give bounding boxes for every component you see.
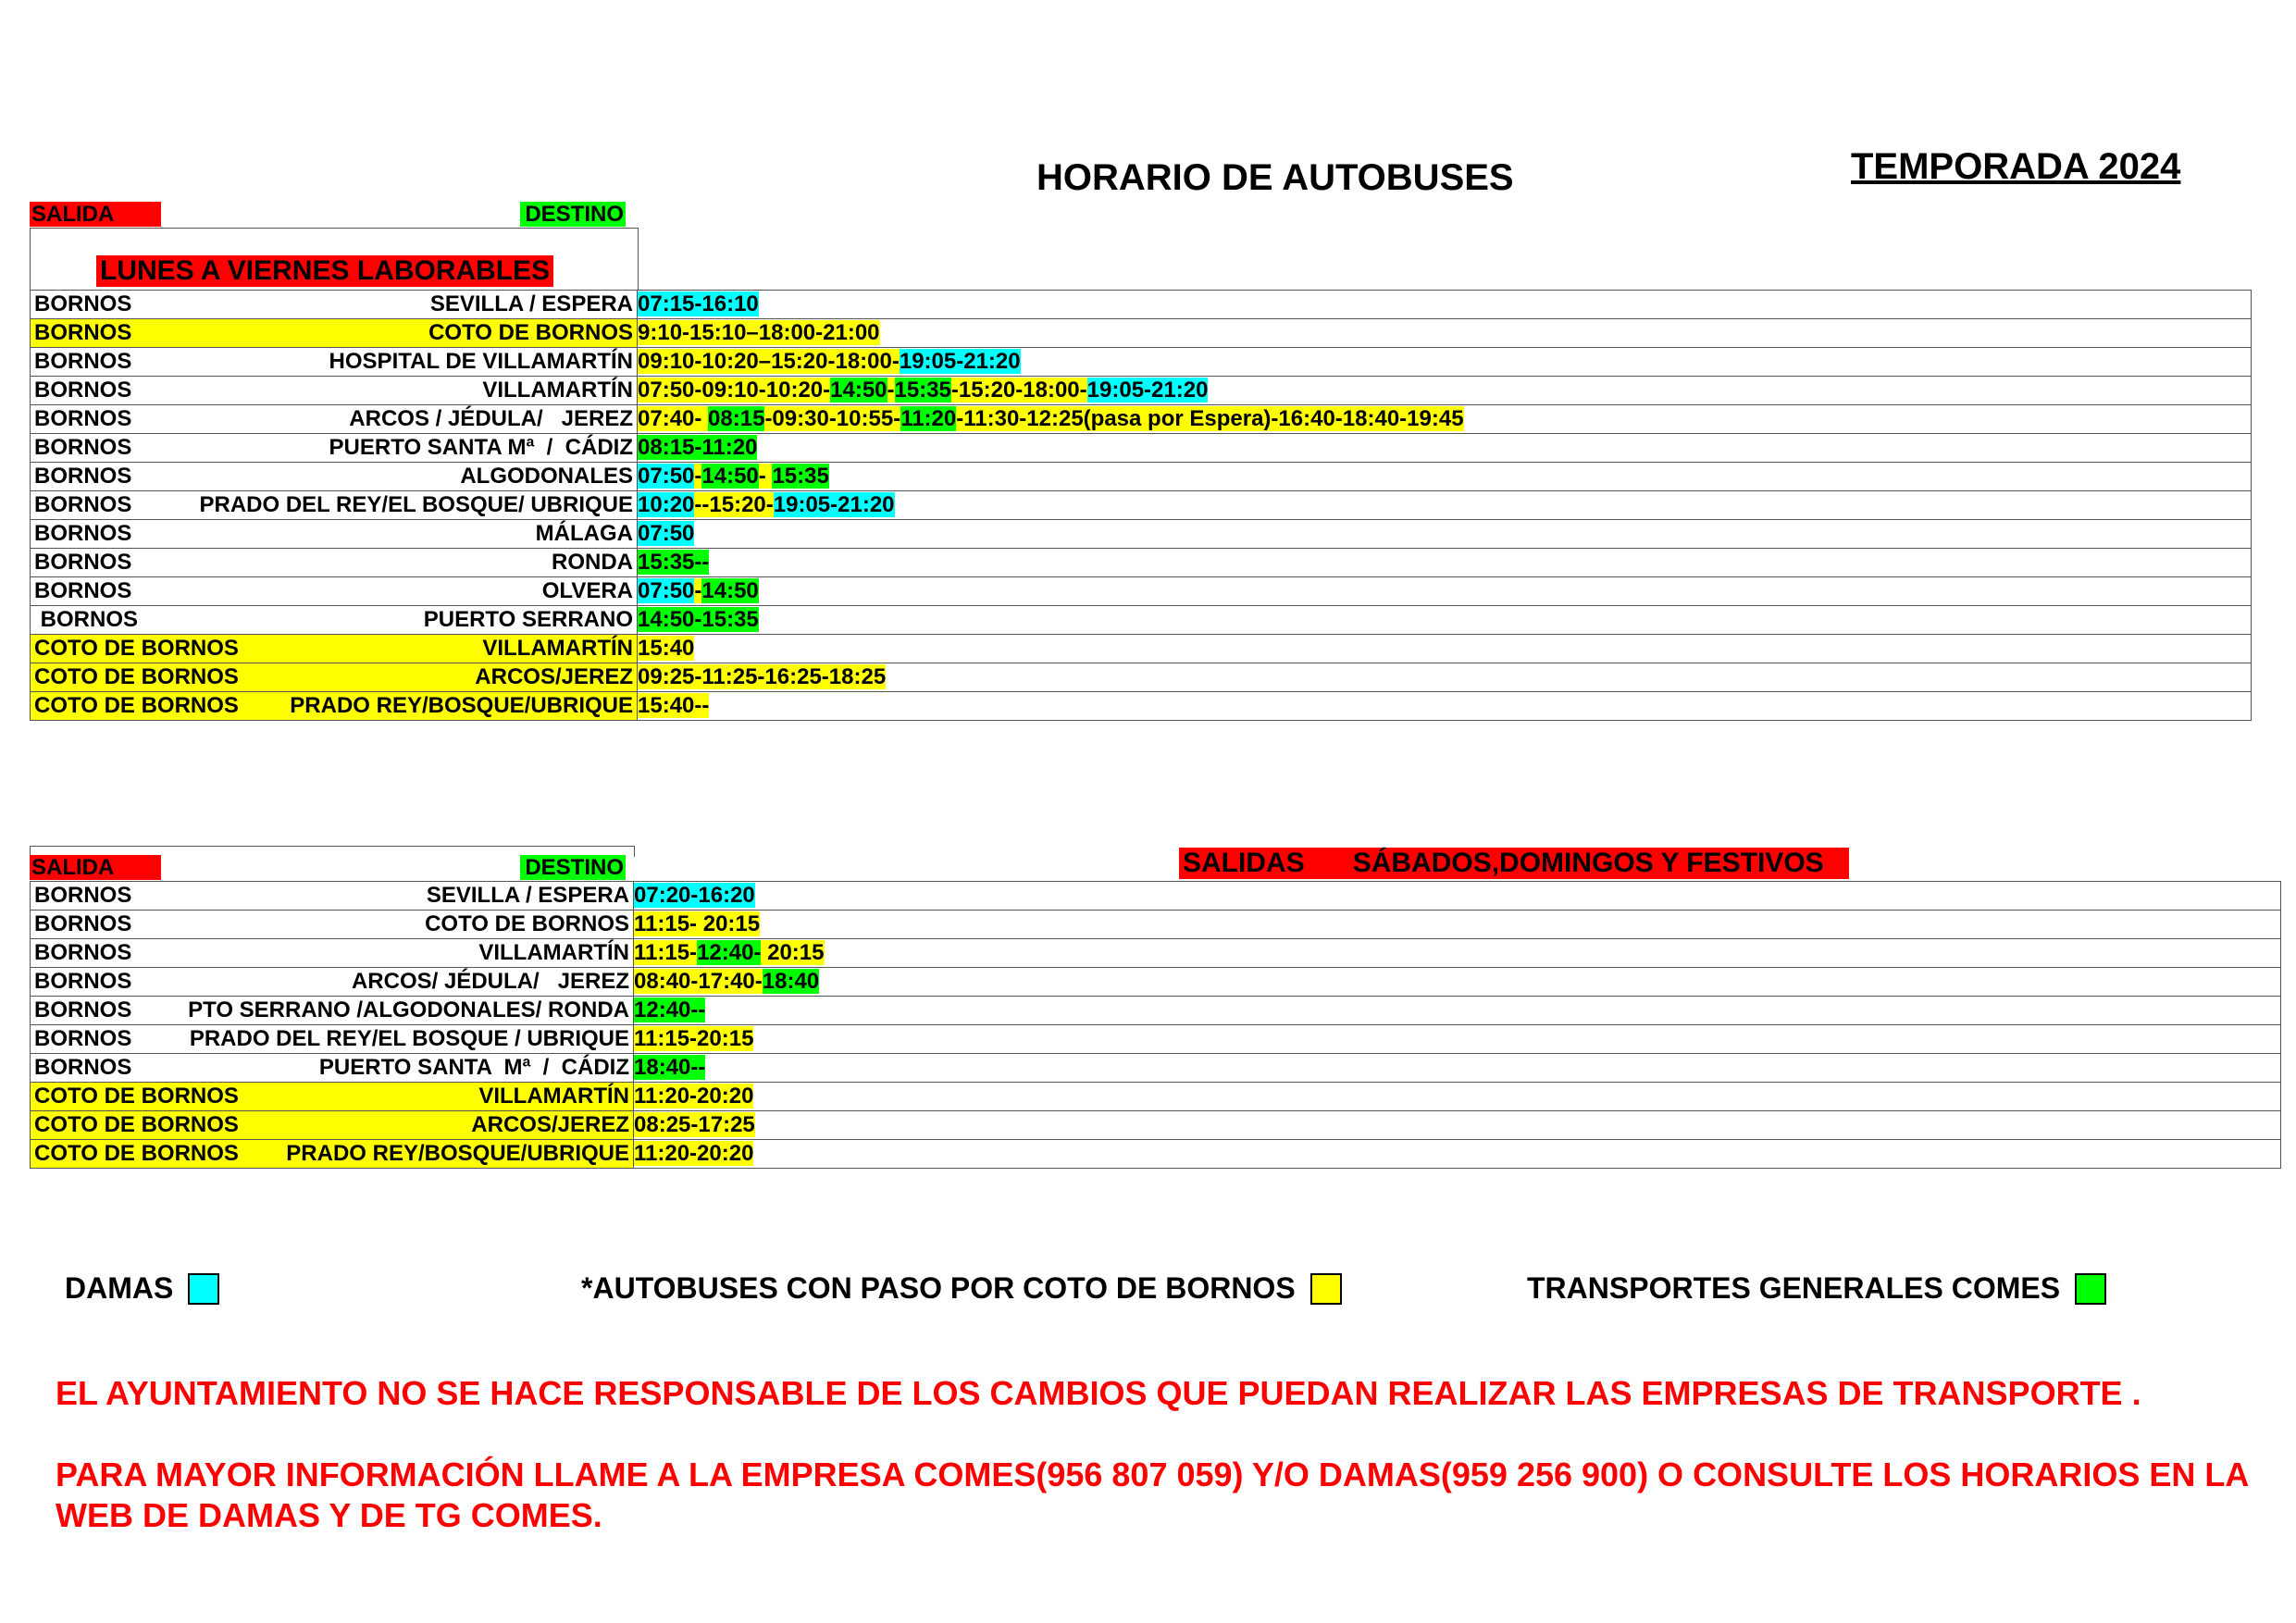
route-cell bbox=[31, 882, 634, 911]
route-cell bbox=[31, 291, 638, 319]
route-cell bbox=[31, 577, 638, 606]
origin-label: BORNOS bbox=[34, 349, 132, 374]
times-cell bbox=[634, 1025, 2281, 1054]
weekend-destino-label: DESTINO bbox=[520, 855, 626, 880]
time-segment: 09:25-11:25-16:25-18:25 bbox=[638, 664, 887, 689]
times-cell bbox=[638, 348, 2252, 377]
route-cell bbox=[31, 1025, 634, 1054]
time-segment: 14:50-15:35 bbox=[638, 607, 759, 632]
destination-label: ARCOS / JÉDULA/ JEREZ bbox=[349, 406, 633, 431]
destination-label: VILLAMARTÍN bbox=[478, 1084, 629, 1109]
times-cell bbox=[638, 520, 2252, 549]
time-segment: -15:20-18:00- bbox=[950, 378, 1087, 403]
time-segment: 14:50 bbox=[701, 578, 759, 603]
times-cell bbox=[634, 1083, 2281, 1111]
times-cell bbox=[638, 577, 2252, 606]
origin-label: BORNOS bbox=[34, 464, 132, 489]
destination-label: SEVILLA / ESPERA bbox=[429, 291, 633, 316]
time-segment: 15:35-- bbox=[638, 550, 710, 575]
legend-comes bbox=[1527, 1271, 2106, 1306]
time-segment: 15:40 bbox=[638, 636, 695, 661]
origin-label: BORNOS bbox=[34, 435, 132, 460]
destination-label: ARCOS/JEREZ bbox=[475, 664, 633, 689]
notice-contact-info: PARA MAYOR INFORMACIÓN LLAME A LA EMPRESA COMES(956 807 059) Y/O DAMAS(959 256 900) O CONSULTE LOS HORARIOS EN LA WEB DE DAMAS Y DE TG COMES. bbox=[56, 1456, 2249, 1534]
time-segment: 07:50 bbox=[638, 578, 695, 603]
table-row bbox=[31, 1111, 2281, 1140]
time-segment: - bbox=[694, 464, 702, 489]
page-title: HORARIO DE AUTOBUSES bbox=[1036, 157, 1514, 198]
destination-label: PRADO DEL REY/EL BOSQUE / UBRIQUE bbox=[189, 1026, 629, 1051]
times-cell bbox=[634, 882, 2281, 911]
time-segment: 07:20-16:20 bbox=[634, 883, 755, 908]
times-cell bbox=[634, 1111, 2281, 1140]
route-cell bbox=[31, 463, 638, 491]
time-segment: 08:40-17:40- bbox=[634, 969, 763, 994]
times-cell bbox=[634, 939, 2281, 968]
times-cell bbox=[638, 663, 2252, 692]
time-segment: 15:35 bbox=[894, 378, 951, 403]
times-cell bbox=[638, 463, 2252, 491]
destination-label: PRADO DEL REY/EL BOSQUE/ UBRIQUE bbox=[199, 492, 633, 517]
time-segment: --15:20- bbox=[694, 492, 774, 517]
weekend-banner bbox=[1179, 848, 1849, 879]
destination-label: HOSPITAL DE VILLAMARTÍN bbox=[329, 349, 633, 374]
route-cell bbox=[31, 997, 634, 1025]
destination-label: PTO SERRANO /ALGODONALES/ RONDA bbox=[188, 997, 629, 1022]
destination-label: ARCOS/JEREZ bbox=[471, 1112, 629, 1137]
times-cell bbox=[634, 997, 2281, 1025]
route-cell bbox=[31, 377, 638, 405]
route-cell bbox=[31, 348, 638, 377]
route-cell bbox=[31, 434, 638, 463]
times-cell bbox=[638, 377, 2252, 405]
route-cell bbox=[31, 491, 638, 520]
origin-label: BORNOS bbox=[34, 997, 132, 1022]
route-cell bbox=[31, 911, 634, 939]
origin-label: COTO DE BORNOS bbox=[34, 693, 239, 718]
weekend-schedule-table bbox=[30, 881, 2281, 1169]
time-segment: 08:15 bbox=[708, 406, 765, 431]
time-segment: - bbox=[887, 378, 895, 403]
time-segment: 12:40-- bbox=[634, 997, 706, 1022]
origin-label: BORNOS bbox=[34, 291, 132, 316]
destination-label: ALGODONALES bbox=[460, 464, 633, 489]
times-cell bbox=[634, 968, 2281, 997]
table-row bbox=[31, 1025, 2281, 1054]
destination-label: SEVILLA / ESPERA bbox=[426, 883, 629, 908]
notice-disclaimer: EL AYUNTAMIENTO NO SE HACE RESPONSABLE DE LOS CAMBIOS QUE PUEDAN REALIZAR LAS EMPRESAS DE TRANSPORTE . bbox=[56, 1374, 2141, 1412]
origin-label: BORNOS bbox=[34, 1055, 132, 1080]
table-row bbox=[31, 606, 2252, 635]
destination-label: PUERTO SERRANO bbox=[423, 607, 633, 632]
origin-label: COTO DE BORNOS bbox=[34, 1084, 239, 1109]
times-cell bbox=[638, 405, 2252, 434]
weekend-salida-label: SALIDA bbox=[30, 855, 161, 880]
time-segment: 07:50 bbox=[638, 521, 695, 546]
table-row bbox=[31, 968, 2281, 997]
origin-label: COTO DE BORNOS bbox=[34, 636, 239, 661]
time-segment: -09:30-10:55- bbox=[764, 406, 901, 431]
times-cell bbox=[638, 491, 2252, 520]
origin-label: BORNOS bbox=[34, 607, 139, 632]
route-cell bbox=[31, 1083, 634, 1111]
legend-damas-label: DAMAS bbox=[65, 1271, 174, 1305]
time-segment: 11:20-20:20 bbox=[634, 1141, 754, 1166]
destination-label: PRADO REY/BOSQUE/UBRIQUE bbox=[286, 1141, 629, 1166]
table-row bbox=[31, 491, 2252, 520]
legend-comes-label: TRANSPORTES GENERALES COMES bbox=[1527, 1271, 2061, 1305]
times-cell bbox=[638, 549, 2252, 577]
origin-label: BORNOS bbox=[34, 320, 132, 345]
table-row bbox=[31, 911, 2281, 939]
route-cell bbox=[31, 692, 638, 721]
table-row bbox=[31, 319, 2252, 348]
time-segment: 07:40- bbox=[638, 406, 709, 431]
time-segment: 07:50 bbox=[638, 464, 695, 489]
time-segment: 07:50-09:10-10:20- bbox=[638, 378, 831, 403]
destination-label: RONDA bbox=[552, 550, 633, 575]
time-segment: 09:10-10:20–15:20-18:00- bbox=[638, 349, 900, 374]
salida-label: SALIDA bbox=[30, 202, 161, 227]
route-cell bbox=[31, 606, 638, 635]
table-row bbox=[31, 939, 2281, 968]
table-row bbox=[31, 291, 2252, 319]
route-cell bbox=[31, 319, 638, 348]
time-segment: 18:40-- bbox=[634, 1055, 706, 1080]
destination-label: COTO DE BORNOS bbox=[425, 911, 629, 936]
legend-damas-swatch bbox=[188, 1273, 219, 1305]
table-row bbox=[31, 434, 2252, 463]
destination-label: VILLAMARTÍN bbox=[482, 378, 633, 403]
time-segment: 10:20 bbox=[638, 492, 695, 517]
table-row bbox=[31, 635, 2252, 663]
legend-comes-swatch bbox=[2075, 1273, 2106, 1305]
route-cell bbox=[31, 1111, 634, 1140]
destination-label: VILLAMARTÍN bbox=[482, 636, 633, 661]
time-segment: 11:20 bbox=[900, 406, 957, 431]
destination-label: VILLAMARTÍN bbox=[478, 940, 629, 965]
origin-label: BORNOS bbox=[34, 492, 132, 517]
route-cell bbox=[31, 939, 634, 968]
time-segment: 9:10-15:10–18:00-21:00 bbox=[638, 320, 880, 345]
time-segment: 14:50 bbox=[701, 464, 759, 489]
origin-label: BORNOS bbox=[34, 550, 132, 575]
origin-label: BORNOS bbox=[34, 578, 132, 603]
origin-label: COTO DE BORNOS bbox=[34, 1112, 239, 1137]
origin-label: BORNOS bbox=[34, 406, 132, 431]
table-row bbox=[31, 577, 2252, 606]
weekend-banner-left: SALIDAS bbox=[1183, 848, 1305, 878]
time-segment: 14:50 bbox=[830, 378, 887, 403]
weekday-schedule-table bbox=[30, 290, 2252, 721]
time-segment: 08:15-11:20 bbox=[638, 435, 758, 460]
times-cell bbox=[638, 291, 2252, 319]
times-cell bbox=[638, 319, 2252, 348]
table-row bbox=[31, 1140, 2281, 1169]
time-segment: 15:35 bbox=[772, 464, 829, 489]
route-cell bbox=[31, 968, 634, 997]
weekday-banner: LUNES A VIERNES LABORABLES bbox=[96, 255, 553, 287]
destination-label: ARCOS/ JÉDULA/ JEREZ bbox=[351, 969, 629, 994]
table-row bbox=[31, 997, 2281, 1025]
time-segment: 11:20-20:20 bbox=[634, 1084, 754, 1109]
times-cell bbox=[634, 1140, 2281, 1169]
times-cell bbox=[634, 911, 2281, 939]
destination-label: PUERTO SANTA Mª / CÁDIZ bbox=[318, 1055, 629, 1080]
route-cell bbox=[31, 1054, 634, 1083]
time-segment: 15:40-- bbox=[638, 693, 710, 718]
table-row bbox=[31, 348, 2252, 377]
weekend-banner-right: SÁBADOS,DOMINGOS Y FESTIVOS bbox=[1352, 848, 1824, 878]
time-segment: 19:05-21:20 bbox=[773, 492, 895, 517]
destination-label: OLVERA bbox=[541, 578, 633, 603]
season-title: TEMPORADA 2024 bbox=[1851, 146, 2181, 187]
time-segment: 12:40- bbox=[697, 940, 762, 965]
origin-label: BORNOS bbox=[34, 940, 132, 965]
origin-label: BORNOS bbox=[34, 521, 132, 546]
table-row bbox=[31, 1054, 2281, 1083]
origin-label: BORNOS bbox=[34, 378, 132, 403]
table-row bbox=[31, 549, 2252, 577]
table-row bbox=[31, 882, 2281, 911]
origin-label: COTO DE BORNOS bbox=[34, 1141, 239, 1166]
time-segment: - bbox=[758, 464, 773, 489]
legend-damas bbox=[65, 1271, 219, 1306]
route-cell bbox=[31, 520, 638, 549]
times-cell bbox=[634, 1054, 2281, 1083]
table-row bbox=[31, 520, 2252, 549]
time-segment: 18:40 bbox=[762, 969, 820, 994]
time-segment: 07:15-16:10 bbox=[638, 291, 759, 316]
time-segment: - bbox=[694, 578, 702, 603]
destination-label: MÁLAGA bbox=[535, 521, 633, 546]
route-cell bbox=[31, 663, 638, 692]
time-segment: 19:05-21:20 bbox=[899, 349, 1021, 374]
destino-label: DESTINO bbox=[520, 202, 626, 227]
times-cell bbox=[638, 635, 2252, 663]
time-segment: 08:25-17:25 bbox=[634, 1112, 755, 1137]
origin-label: BORNOS bbox=[34, 969, 132, 994]
route-cell bbox=[31, 1140, 634, 1169]
destination-label: PUERTO SANTA Mª / CÁDIZ bbox=[329, 435, 633, 460]
time-segment: -11:30-12:25(pasa por Espera)-16:40-18:40-19:45 bbox=[956, 406, 1464, 431]
table-row bbox=[31, 692, 2252, 721]
route-cell bbox=[31, 549, 638, 577]
legend-coto-swatch bbox=[1310, 1273, 1342, 1305]
route-cell bbox=[31, 635, 638, 663]
table-row bbox=[31, 377, 2252, 405]
origin-label: BORNOS bbox=[34, 1026, 132, 1051]
legend-coto-label: *AUTOBUSES CON PASO POR COTO DE BORNOS bbox=[581, 1271, 1296, 1305]
times-cell bbox=[638, 434, 2252, 463]
origin-label: BORNOS bbox=[34, 911, 132, 936]
time-segment: 11:15-20:15 bbox=[634, 1026, 754, 1051]
origin-label: BORNOS bbox=[34, 883, 132, 908]
table-row bbox=[31, 405, 2252, 434]
origin-label: COTO DE BORNOS bbox=[34, 664, 239, 689]
table-row bbox=[31, 663, 2252, 692]
table-row bbox=[31, 463, 2252, 491]
time-segment: 19:05-21:20 bbox=[1086, 378, 1209, 403]
time-segment: 11:15- bbox=[634, 940, 698, 965]
legend-coto bbox=[581, 1271, 1342, 1306]
destination-label: COTO DE BORNOS bbox=[428, 320, 633, 345]
route-cell bbox=[31, 405, 638, 434]
time-segment: 11:15- 20:15 bbox=[634, 911, 761, 936]
times-cell bbox=[638, 606, 2252, 635]
table-row bbox=[31, 1083, 2281, 1111]
times-cell bbox=[638, 692, 2252, 721]
destination-label: PRADO REY/BOSQUE/UBRIQUE bbox=[290, 693, 633, 718]
time-segment: 20:15 bbox=[761, 940, 825, 965]
